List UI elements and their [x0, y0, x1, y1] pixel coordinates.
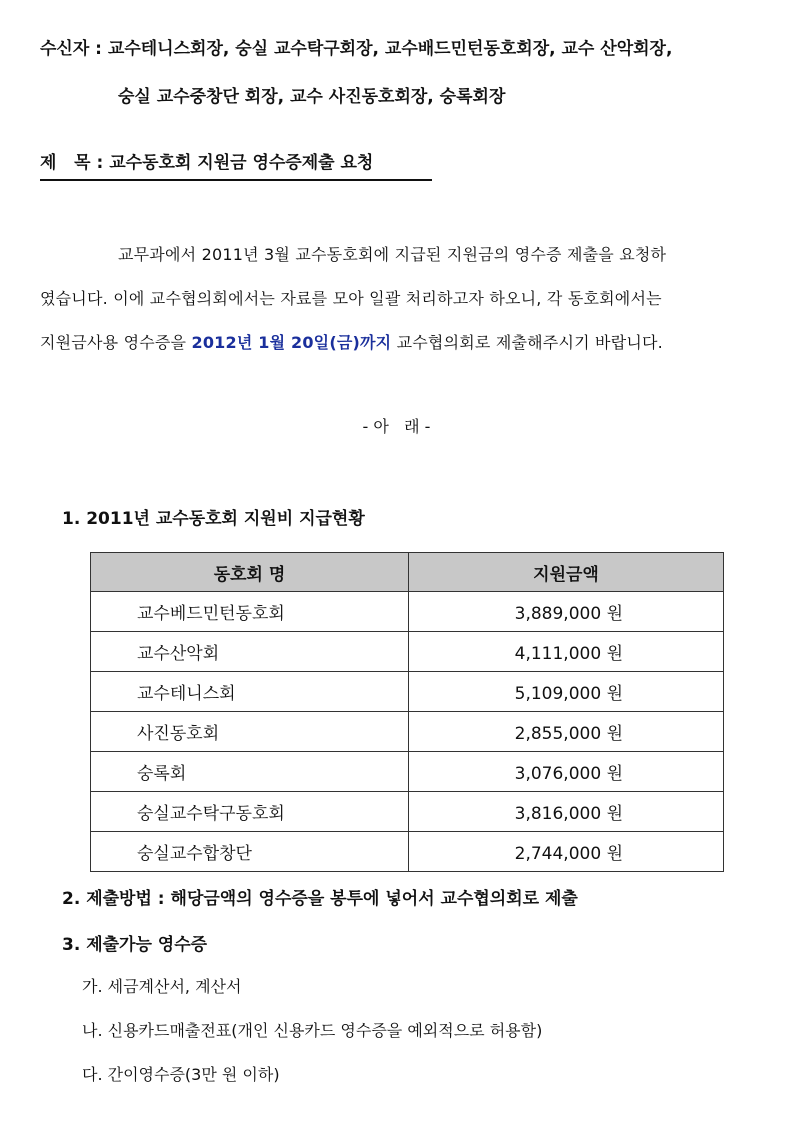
subject-label: 제 목 : [40, 153, 104, 173]
deadline-text: 2012년 1월 20일(금)까지 [191, 333, 392, 352]
support-amount: 5,109,000 원 [409, 672, 724, 712]
table-row [91, 752, 724, 792]
table-row [91, 792, 724, 832]
table-header-row [91, 553, 724, 592]
support-amount: 2,855,000 원 [409, 712, 724, 752]
section-2-title: 2. 제출방법 : 해당금액의 영수증을 봉투에 넣어서 교수협의회로 제출 [62, 889, 578, 909]
subject-text: 교수동호회 지원금 영수증제출 요청 [109, 153, 374, 173]
club-name: 교수산악회 [91, 632, 409, 672]
table-row [91, 632, 724, 672]
recipient-line-1 [40, 34, 672, 59]
recipient-label: 수신자 : [40, 39, 102, 59]
table-row [91, 592, 724, 632]
support-table [90, 552, 724, 872]
section-3-title: 3. 제출가능 영수증 [62, 935, 208, 955]
body-line-3-post: 교수협의회로 제출해주시기 바랍니다. [391, 333, 663, 352]
recipient-list-1: 교수테니스회장, 숭실 교수탁구회장, 교수배드민턴동호회장, 교수 산악회장, [107, 39, 673, 59]
body-line-2: 였습니다. 이에 교수협의회에서는 자료를 모아 일괄 처리하고자 하오니, 각 동호회에서는 [40, 289, 662, 308]
body-line-3 [40, 330, 663, 353]
club-name: 교수베드민턴동호회 [91, 592, 409, 632]
body-line-1: 교무과에서 2011년 3월 교수동호회에 지급된 지원금의 영수증 제출을 요청하 [118, 245, 667, 264]
table-row [91, 672, 724, 712]
subject-line [40, 148, 432, 181]
support-amount: 3,076,000 원 [409, 752, 724, 792]
club-name: 숭실교수합창단 [91, 832, 409, 872]
body-line-3-pre: 지원금사용 영수증을 [40, 333, 192, 352]
club-name: 교수테니스회 [91, 672, 409, 712]
column-header-amount: 지원금액 [409, 553, 724, 592]
support-amount: 3,889,000 원 [409, 592, 724, 632]
receipt-type-item: 다. 간이영수증(3만 원 이하) [82, 1065, 280, 1084]
section-1-title: 1. 2011년 교수동호회 지원비 지급현황 [62, 509, 365, 529]
table-row [91, 832, 724, 872]
club-name: 사진동호회 [91, 712, 409, 752]
column-header-club: 동호회 명 [91, 553, 409, 592]
club-name: 숭록회 [91, 752, 409, 792]
support-amount: 4,111,000 원 [409, 632, 724, 672]
club-name: 숭실교수탁구동호회 [91, 792, 409, 832]
recipient-list-2: 숭실 교수중창단 회장, 교수 사진동호회장, 숭록회장 [118, 87, 506, 107]
receipt-type-item: 나. 신용카드매출전표(개인 신용카드 영수증을 예외적으로 허용함) [82, 1021, 543, 1040]
arae-heading: - 아 래 - [362, 417, 431, 436]
support-amount: 2,744,000 원 [409, 832, 724, 872]
support-amount: 3,816,000 원 [409, 792, 724, 832]
receipt-type-item: 가. 세금계산서, 계산서 [82, 977, 242, 996]
table-row [91, 712, 724, 752]
